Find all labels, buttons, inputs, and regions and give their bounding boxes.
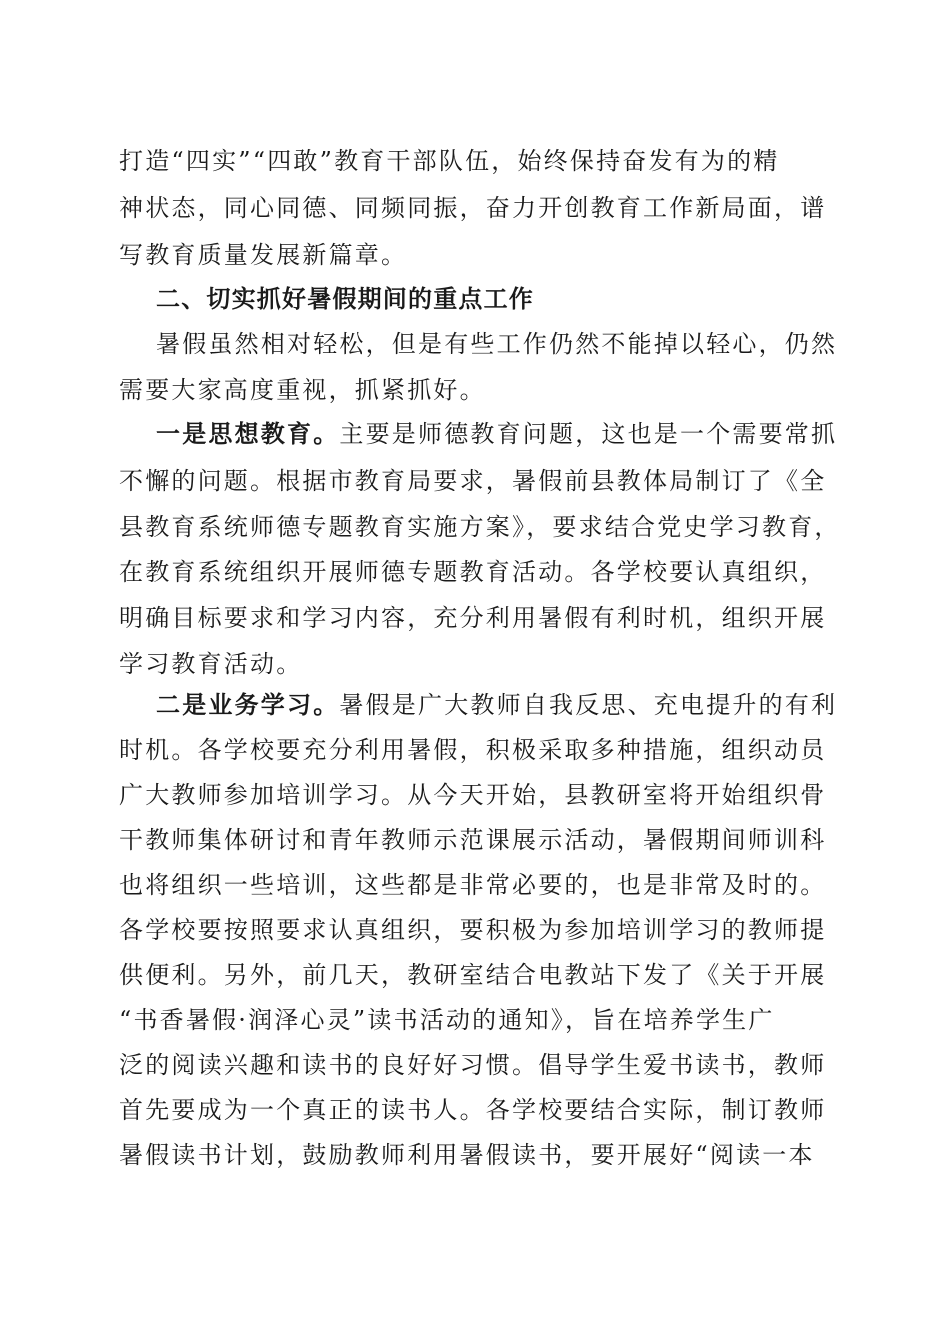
p4-lead: 二是业务学习。 <box>156 690 340 719</box>
p4-line-1-rest: 暑假是广大教师自我反思、充电提升的有利 <box>339 691 838 719</box>
p1-line-3: 写教育质量发展新篇章。 <box>119 241 408 269</box>
p4-line-7: 供便利。另外，前几天，教研室结合电教站下发了《关于开展 <box>119 961 827 989</box>
p2-line-1: 暑假虽然相对轻松，但是有些工作仍然不能掉以轻心，仍然 <box>156 330 838 358</box>
p4-line-11: 暑假读书计划，鼓励教师利用暑假读书，要开展好“阅读一本 <box>119 1141 815 1169</box>
p4-line-6: 各学校要按照要求认真组织，要积极为参加培训学习的教师提 <box>119 916 827 944</box>
p3-line-4: 在教育系统组织开展师德专题教育活动。各学校要认真组织， <box>119 558 827 586</box>
p3-lead: 一是思想教育。 <box>156 419 340 448</box>
p3-line-1-rest: 主要是师德教育问题，这也是一个需要常抓 <box>339 420 838 448</box>
p1-line-2: 神状态，同心同德、同频同振，奋力开创教育工作新局面，谱 <box>119 194 827 222</box>
p4-line-9: 泛的阅读兴趣和读书的良好好习惯。倡导学生爱书读书，教师 <box>119 1051 827 1079</box>
p4-line-5: 也将组织一些培训，这些都是非常必要的，也是非常及时的。 <box>119 871 827 899</box>
p3-line-5: 明确目标要求和学习内容，充分利用暑假有利时机，组织开展 <box>119 604 827 632</box>
p4-line-10: 首先要成为一个真正的读书人。各学校要结合实际，制订教师 <box>119 1096 827 1124</box>
p1-line-1: 打造“四实”“四敢”教育干部队伍，始终保持奋发有为的精 <box>119 147 780 175</box>
p4-line-8: “书香暑假·润泽心灵”读书活动的通知》，旨在培养学生广 <box>119 1006 775 1034</box>
p3-line-6: 学习教育活动。 <box>119 650 303 678</box>
p4-line-4: 干教师集体研讨和青年教师示范课展示活动，暑假期间师训科 <box>119 826 827 854</box>
p2-line-2: 需要大家高度重视，抓紧抓好。 <box>119 376 486 404</box>
p3-line-2: 不懈的问题。根据市教育局要求，暑假前县教体局制订了《全 <box>119 467 827 495</box>
p3-line-3: 县教育系统师德专题教育实施方案》，要求结合党史学习教育， <box>119 513 841 541</box>
p4-line-3: 广大教师参加培训学习。从今天开始，县教研室将开始组织骨 <box>119 781 827 809</box>
p4-line-2: 时机。各学校要充分利用暑假，积极采取多种措施，组织动员 <box>119 736 827 764</box>
p4-line-1 <box>156 690 876 720</box>
section-heading: 二、切实抓好暑假期间的重点工作 <box>156 285 534 313</box>
p3-line-1 <box>156 419 876 449</box>
